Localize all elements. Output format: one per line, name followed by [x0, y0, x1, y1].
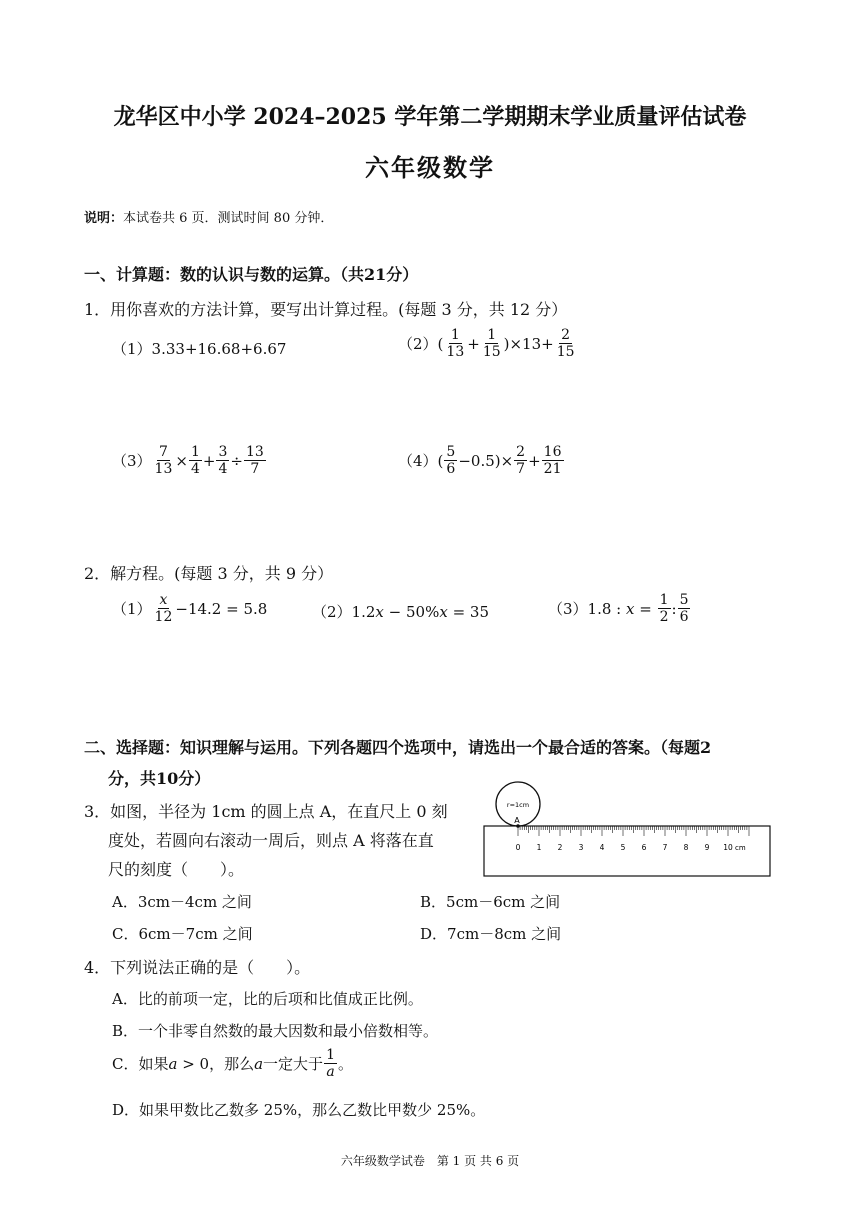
q3-option-d[interactable]: D．7cm－8cm 之间: [420, 925, 562, 943]
q1-item2-frac3: $\frac{2}{15}$: [556, 327, 575, 360]
ruler-labels: [516, 843, 733, 852]
q1-item2-label: （2）: [398, 335, 438, 353]
q1-item4: [398, 444, 565, 477]
q2-item2-label: （2）: [312, 603, 352, 621]
point-a-label: A: [514, 816, 520, 825]
q1-item1-expr: 3.33+16.68+6.67: [151, 339, 287, 358]
q2-item3-b: =: [634, 599, 657, 618]
q2-item3-colon: :: [671, 599, 677, 618]
q2-item2: [312, 601, 489, 622]
q3-line1: 3．如图，半径为 1cm 的圆上点 A，在直尺上 0 刻: [84, 802, 448, 821]
q4-c-frac: $\frac{1}{a}$: [326, 1047, 335, 1080]
ruler-label: 7: [662, 843, 668, 852]
ruler-label: 4: [599, 843, 605, 852]
q4-c-b: > 0，那么: [177, 1055, 255, 1073]
q2-text: 2．解方程。(每题 3 分，共 9 分）: [84, 564, 334, 583]
q1-item3-frac4: $\frac{13}{7}$: [245, 444, 264, 477]
q4-option-b[interactable]: B．一个非零自然数的最大因数和最小倍数相等。: [112, 1022, 439, 1040]
q1-item3: [112, 444, 267, 477]
ruler-label: 0: [515, 843, 521, 852]
exam-subtitle: 六年级数学: [365, 153, 495, 182]
ruler-label: 6: [641, 843, 647, 852]
q2-item1: [112, 592, 267, 625]
ruler-label: 5: [620, 843, 626, 852]
q2-item1-label: （1）: [112, 600, 152, 618]
q2-item2-b: − 50%: [383, 602, 440, 621]
q4-c-c: 一定大于: [263, 1055, 324, 1073]
q1-item3-label: （3）: [112, 452, 152, 470]
q2-item3-frac2: $\frac{5}{6}$: [679, 592, 689, 625]
q2-item2-a: 1.2: [351, 602, 376, 621]
ruler-ticks: [518, 826, 749, 836]
page-footer: 六年级数学试卷 第 1 页 共 6 页: [340, 1154, 520, 1168]
q1-item4-frac2: $\frac{2}{7}$: [516, 444, 526, 477]
q4-option-c[interactable]: [112, 1047, 353, 1080]
note-text: 本试卷共 6 页．测试时间 80 分钟．: [123, 211, 334, 226]
q2-item3-var: x: [626, 599, 635, 618]
q3-line3: 尺的刻度（ ）。: [108, 860, 245, 879]
q4-c-var2: a: [254, 1054, 264, 1073]
q4-c-a: C．如果: [112, 1055, 169, 1073]
q1-item3-plus: +: [202, 451, 216, 470]
q3-option-b[interactable]: B．5cm－6cm 之间: [420, 893, 561, 911]
q1-item1-label: （1）: [112, 340, 152, 358]
q4-option-d[interactable]: D．如果甲数比乙数多 25%，那么乙数比甲数少 25%。: [112, 1101, 486, 1119]
q4-c-end: 。: [337, 1055, 353, 1073]
q2-item3-a: 1.8 :: [587, 599, 626, 618]
ruler-label: 2: [557, 843, 563, 852]
ruler-label: 9: [704, 843, 710, 852]
q3-line2: 度处，若圆向右滚动一周后，则点 A 将落在直: [108, 831, 434, 850]
q2-item2-var1: x: [375, 602, 384, 621]
q1-item4-mid: −0.5)×: [458, 451, 514, 470]
q1-item3-div: ÷: [230, 451, 243, 470]
q1-item2-plus: +: [467, 334, 480, 353]
q2-item2-var2: x: [439, 602, 448, 621]
q1-item4-label: （4）: [398, 452, 438, 470]
q2-item1-frac: $\frac{x}{12}$: [154, 592, 173, 625]
q1-item1: [112, 338, 286, 359]
q3-option-a[interactable]: A．3cm－4cm 之间: [112, 893, 252, 911]
section2-title-line1: 二、选择题：知识理解与运用。下列各题四个选项中，请选出一个最合适的答案。（每题2: [84, 738, 712, 757]
exam-note: [84, 207, 333, 226]
q4-option-a[interactable]: A．比的前项一定，比的后项和比值成正比例。: [112, 990, 423, 1008]
q1-item3-frac3: $\frac{3}{4}$: [218, 444, 228, 477]
q2-item1-rest: −14.2 = 5.8: [175, 599, 268, 618]
exam-title: 龙华区中小学 2024–2025 学年第二学期期末学业质量评估试卷: [113, 104, 747, 130]
q1-item3-frac1: $\frac{7}{13}$: [154, 444, 173, 477]
q1-item2-frac1: $\frac{1}{13}$: [446, 327, 465, 360]
ruler-label: 1: [536, 843, 542, 852]
q1-item3-times: ×: [175, 451, 188, 470]
q4-text: 4．下列说法正确的是（ ）。: [84, 958, 311, 977]
q2-item3: [548, 592, 691, 625]
q1-item3-frac2: $\frac{1}{4}$: [190, 444, 200, 477]
circle-radius-label: r=1cm: [506, 801, 530, 809]
q2-item2-c: = 35: [447, 602, 489, 621]
ruler-label: 8: [683, 843, 689, 852]
section2-title-line2: 分，共10分）: [108, 769, 211, 788]
ruler-label: 3: [578, 843, 584, 852]
ruler-label: 10: [723, 843, 733, 852]
note-label: 说明：: [84, 211, 124, 226]
q1-item2: [398, 327, 578, 360]
q1-item4-open: (: [437, 451, 444, 470]
q2-item3-frac1: $\frac{1}{2}$: [659, 592, 669, 625]
q1-item2-frac2: $\frac{1}{15}$: [482, 327, 501, 360]
ruler-unit: cm: [735, 844, 746, 852]
q1-text: 1．用你喜欢的方法计算，要写出计算过程。(每题 3 分，共 12 分）: [84, 300, 568, 319]
q1-item4-plus: +: [528, 451, 541, 470]
q1-item2-mid: )×13+: [503, 334, 554, 353]
q3-ruler-figure: [478, 778, 778, 882]
section1-title: 一、计算题：数的认识与数的运算。（共21分）: [84, 265, 419, 284]
q1-item2-open: (: [437, 334, 444, 353]
q1-item4-frac1: $\frac{5}{6}$: [446, 444, 456, 477]
q3-option-c[interactable]: C．6cm－7cm 之间: [112, 925, 253, 943]
q2-item3-label: （3）: [548, 600, 588, 618]
q1-item4-frac3: $\frac{16}{21}$: [543, 444, 562, 477]
q4-c-var1: a: [168, 1054, 178, 1073]
